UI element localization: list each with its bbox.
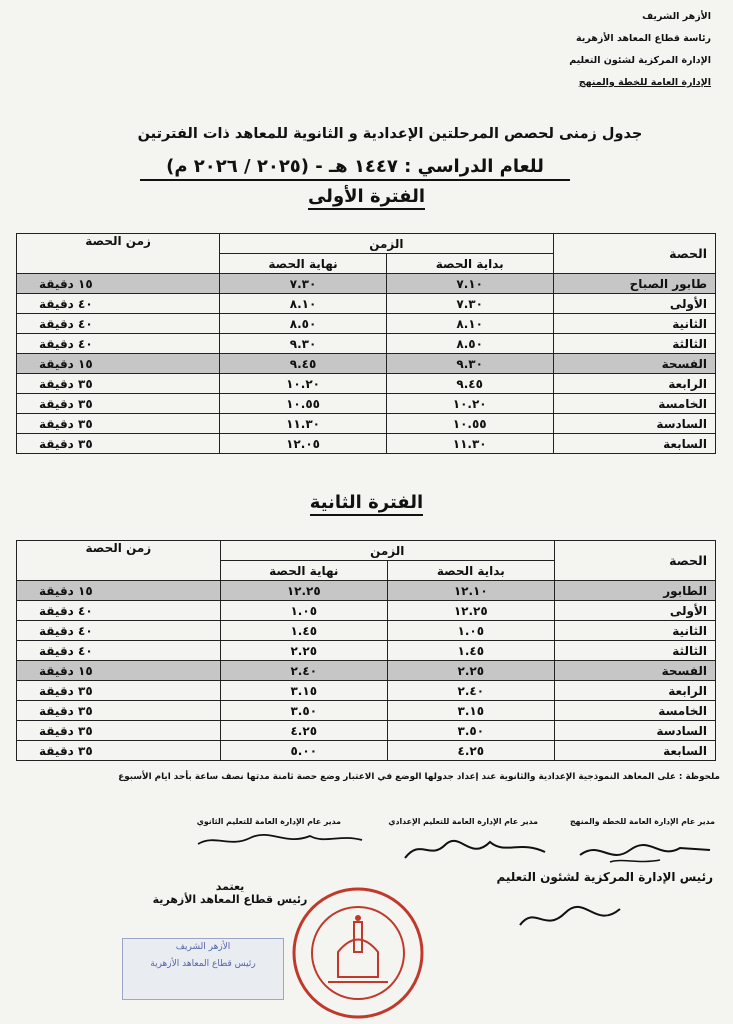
prep-director-label: مدير عام الإدارة العامة للتعليم الإعدادي [388, 817, 538, 826]
letterhead [411, 6, 711, 94]
signature-plan-director [570, 830, 720, 870]
header-end: نهاية الحصة [220, 561, 387, 581]
duration-cell: ٣٥ دقيقة [17, 741, 221, 761]
period-name-cell: الخامسة [553, 394, 716, 414]
period-name-cell: الفسحة [554, 661, 715, 681]
header-duration: زمن الحصة [17, 234, 220, 274]
end-time-cell: ٣.٥٠ [220, 701, 387, 721]
duration-cell: ٤٠ دقيقة [17, 294, 220, 314]
start-time-cell: ٨.٥٠ [386, 334, 553, 354]
start-time-cell: ٨.١٠ [386, 314, 553, 334]
end-time-cell: ١٠.٢٠ [220, 374, 387, 394]
start-time-cell: ٣.٥٠ [387, 721, 554, 741]
start-time-cell: ٩.٣٠ [386, 354, 553, 374]
period-2-title: الفترة الثانية [200, 492, 533, 513]
duration-cell: ١٥ دقيقة [17, 354, 220, 374]
start-time-cell: ١.٠٥ [387, 621, 554, 641]
start-time-cell: ٢.٤٠ [387, 681, 554, 701]
period-2-table [16, 540, 716, 761]
header-name: الحصة [554, 541, 715, 581]
schedule-row [17, 394, 716, 414]
header-start: بداية الحصة [387, 561, 554, 581]
end-time-cell: ١١.٣٠ [220, 414, 387, 434]
period-name-cell: الأولى [553, 294, 716, 314]
duration-cell: ١٥ دقيقة [17, 661, 221, 681]
end-time-cell: ١.٠٥ [220, 601, 387, 621]
start-time-cell: ١٢.٢٥ [387, 601, 554, 621]
schedule-row [17, 374, 716, 394]
end-time-cell: ٤.٢٥ [220, 721, 387, 741]
period-name-cell: طابور الصباح [553, 274, 716, 294]
end-time-cell: ٧.٣٠ [220, 274, 387, 294]
start-time-cell: ١٠.٢٠ [386, 394, 553, 414]
duration-cell: ٣٥ دقيقة [17, 374, 220, 394]
period-name-cell: الخامسة [554, 701, 715, 721]
letterhead-line-3: الإدارة المركزية لشئون التعليم [569, 55, 711, 66]
header-start: بداية الحصة [386, 254, 553, 274]
schedule-row [17, 294, 716, 314]
end-time-cell: ٨.٥٠ [220, 314, 387, 334]
duration-cell: ١٥ دقيقة [17, 274, 220, 294]
period-name-cell: الرابعة [554, 681, 715, 701]
period-1-title: الفترة الأولى [200, 186, 533, 207]
official-seal [288, 882, 428, 1024]
start-time-cell: ٩.٤٥ [386, 374, 553, 394]
header-time: الزمن [220, 234, 553, 254]
header-time: الزمن [220, 541, 554, 561]
academic-year: للعام الدراسي : ١٤٤٧ هـ - (٢٠٢٥ / ٢٠٢٦ م) [140, 156, 570, 181]
period-name-cell: الثانية [553, 314, 716, 334]
schedule-row [17, 721, 716, 741]
duration-cell: ١٥ دقيقة [17, 581, 221, 601]
sector-head-label: رئيس قطاع المعاهد الأزهرية [152, 893, 308, 906]
stamp-line-1: الأزهر الشريف [175, 942, 231, 952]
start-time-cell: ١٢.١٠ [387, 581, 554, 601]
schedule-row [17, 621, 716, 641]
duration-cell: ٤٠ دقيقة [17, 314, 220, 334]
letterhead-line-1: الأزهر الشريف [642, 11, 711, 22]
period-name-cell: السادسة [554, 721, 715, 741]
duration-cell: ٣٥ دقيقة [17, 394, 220, 414]
duration-cell: ٣٥ دقيقة [17, 681, 221, 701]
end-time-cell: ٢.٤٠ [220, 661, 387, 681]
duration-cell: ٣٥ دقيقة [17, 414, 220, 434]
schedule-row [17, 274, 716, 294]
period-name-cell: السابعة [553, 434, 716, 454]
start-time-cell: ٤.٢٥ [387, 741, 554, 761]
duration-cell: ٤٠ دقيقة [17, 334, 220, 354]
start-time-cell: ٢.٢٥ [387, 661, 554, 681]
period-name-cell: الثانية [554, 621, 715, 641]
sec-director-label: مدير عام الإدارة العامة للتعليم الثانوي [196, 817, 341, 826]
period-name-cell: السابعة [554, 741, 715, 761]
period-name-cell: الثالثة [553, 334, 716, 354]
period-name-cell: الأولى [554, 601, 715, 621]
approve-label: يعتمد [215, 880, 245, 893]
duration-cell: ٣٥ دقيقة [17, 434, 220, 454]
letterhead-line-4: الإدارة العامة للخطة والمنهج [578, 77, 711, 88]
period-name-cell: الطابور [554, 581, 715, 601]
start-time-cell: ٣.١٥ [387, 701, 554, 721]
start-time-cell: ١١.٣٠ [386, 434, 553, 454]
schedule-row [17, 601, 716, 621]
end-time-cell: ٣.١٥ [220, 681, 387, 701]
duration-cell: ٣٥ دقيقة [17, 721, 221, 741]
end-time-cell: ٢.٢٥ [220, 641, 387, 661]
period-name-cell: الرابعة [553, 374, 716, 394]
end-time-cell: ٩.٣٠ [220, 334, 387, 354]
plan-director-label: مدير عام الإدارة العامة للخطة والمنهج [569, 817, 715, 826]
duration-cell: ٤٠ دقيقة [17, 621, 221, 641]
start-time-cell: ٧.١٠ [386, 274, 553, 294]
period-name-cell: السادسة [553, 414, 716, 434]
end-time-cell: ١٢.٠٥ [220, 434, 387, 454]
period-1-table [16, 233, 716, 454]
header-end: نهاية الحصة [220, 254, 387, 274]
name-stamp [122, 938, 284, 1000]
document-title: جدول زمنى لحصص المرحلتين الإعدادية و الثانوية للمعاهد ذات الفترتين [137, 126, 643, 142]
end-time-cell: ١٢.٢٥ [220, 581, 387, 601]
period-name-cell: الفسحة [553, 354, 716, 374]
duration-cell: ٣٥ دقيقة [17, 701, 221, 721]
end-time-cell: ٨.١٠ [220, 294, 387, 314]
end-time-cell: ١.٤٥ [220, 621, 387, 641]
letterhead-line-2: رئاسة قطاع المعاهد الأزهرية [576, 33, 711, 44]
start-time-cell: ١.٤٥ [387, 641, 554, 661]
end-time-cell: ١٠.٥٥ [220, 394, 387, 414]
header-name: الحصة [553, 234, 716, 274]
header-duration: زمن الحصة [17, 541, 221, 581]
schedule-row [17, 314, 716, 334]
schedule-row [17, 701, 716, 721]
period-name-cell: الثالثة [554, 641, 715, 661]
schedule-row [17, 414, 716, 434]
schedule-row [17, 581, 716, 601]
schedule-row [17, 641, 716, 661]
period-2-rows [17, 581, 716, 761]
start-time-cell: ١٠.٥٥ [386, 414, 553, 434]
schedule-row [17, 434, 716, 454]
signature-central-head [510, 895, 630, 940]
start-time-cell: ٧.٣٠ [386, 294, 553, 314]
stamp-line-2: رئيس قطاع المعاهد الأزهرية [150, 959, 256, 969]
period-1-rows [17, 274, 716, 454]
schedule-row [17, 661, 716, 681]
signature-sec-director [190, 826, 370, 856]
footnote: ملحوظة : على المعاهد النموذجية الإعدادية والثانوية عند إعداد جدولها الوضع في الاعتبار وضع حصة ثامنة مدتها نصف ساعة بأحد ايام الأسبوع [118, 772, 720, 782]
schedule-row [17, 354, 716, 374]
schedule-row [17, 741, 716, 761]
central-head-label: رئيس الإدارة المركزية لشئون التعليم [496, 870, 713, 884]
schedule-row [17, 681, 716, 701]
duration-cell: ٤٠ دقيقة [17, 641, 221, 661]
signature-prep-director [395, 830, 555, 870]
schedule-row [17, 334, 716, 354]
duration-cell: ٤٠ دقيقة [17, 601, 221, 621]
end-time-cell: ٥.٠٠ [220, 741, 387, 761]
end-time-cell: ٩.٤٥ [220, 354, 387, 374]
